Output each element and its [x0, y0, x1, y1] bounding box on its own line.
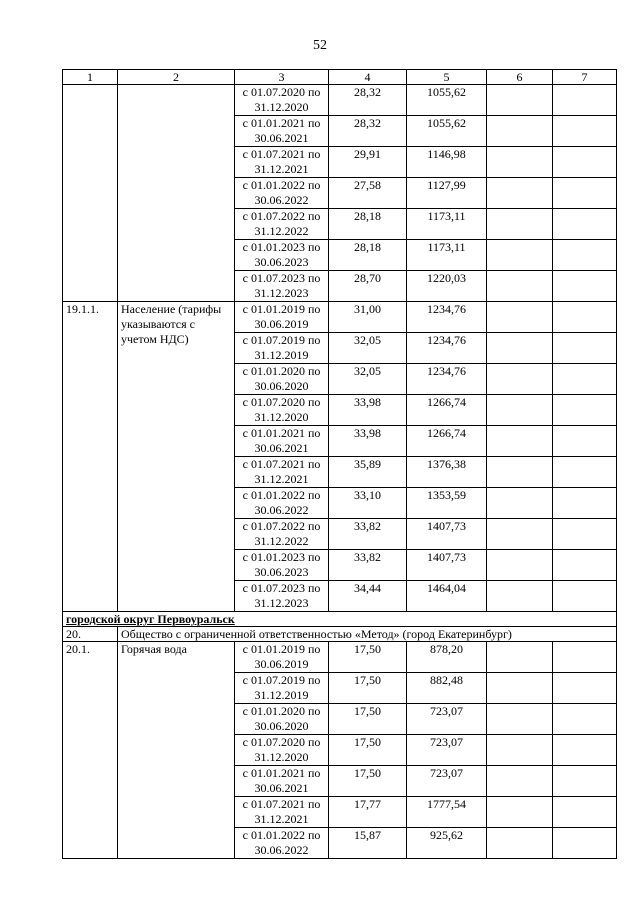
value-cell-5: 1173,11 — [407, 209, 487, 240]
period-cell: с 01.07.2019 по 31.12.2019 — [235, 333, 329, 364]
period-cell: с 01.01.2023 по 30.06.2023 — [235, 550, 329, 581]
value-cell-4: 17,77 — [329, 797, 407, 828]
empty-cell-6 — [487, 766, 553, 797]
value-cell-4: 32,05 — [329, 364, 407, 395]
empty-cell-7 — [553, 209, 617, 240]
empty-cell-6 — [487, 642, 553, 673]
header-cell: 4 — [329, 70, 407, 85]
organization-name-cell: Общество с ограниченной ответственностью «Метод» (город Екатеринбург) — [118, 627, 617, 642]
value-cell-4: 33,10 — [329, 488, 407, 519]
period-cell: с 01.07.2023 по 31.12.2023 — [235, 271, 329, 302]
empty-cell-7 — [553, 302, 617, 333]
value-cell-5: 1407,73 — [407, 550, 487, 581]
empty-cell-6 — [487, 395, 553, 426]
item-number-cell: 19.1.1. — [63, 302, 118, 612]
period-cell: с 01.01.2022 по 30.06.2022 — [235, 178, 329, 209]
value-cell-4: 28,32 — [329, 85, 407, 116]
empty-cell-6 — [487, 673, 553, 704]
empty-cell-6 — [487, 426, 553, 457]
empty-cell-6 — [487, 735, 553, 766]
value-cell-5: 1055,62 — [407, 85, 487, 116]
empty-cell-7 — [553, 550, 617, 581]
value-cell-5: 1407,73 — [407, 519, 487, 550]
period-cell: с 01.07.2022 по 31.12.2022 — [235, 209, 329, 240]
empty-cell-6 — [487, 550, 553, 581]
value-cell-5: 1055,62 — [407, 116, 487, 147]
organization-row — [63, 627, 617, 642]
empty-cell-6 — [487, 178, 553, 209]
empty-cell-6 — [487, 240, 553, 271]
period-cell: с 01.07.2021 по 31.12.2021 — [235, 147, 329, 178]
value-cell-4: 27,58 — [329, 178, 407, 209]
empty-cell-7 — [553, 642, 617, 673]
section-title-row — [63, 612, 617, 627]
period-cell: с 01.01.2019 по 30.06.2019 — [235, 302, 329, 333]
header-cell: 3 — [235, 70, 329, 85]
value-cell-5: 723,07 — [407, 735, 487, 766]
organization-number-cell: 20. — [63, 627, 118, 642]
value-cell-5: 878,20 — [407, 642, 487, 673]
value-cell-5: 723,07 — [407, 766, 487, 797]
period-cell: с 01.07.2022 по 31.12.2022 — [235, 519, 329, 550]
empty-cell-6 — [487, 797, 553, 828]
empty-cell-7 — [553, 240, 617, 271]
value-cell-5: 1376,38 — [407, 457, 487, 488]
period-cell: с 01.01.2021 по 30.06.2021 — [235, 116, 329, 147]
value-cell-5: 1220,03 — [407, 271, 487, 302]
empty-cell-6 — [487, 147, 553, 178]
value-cell-5: 1464,04 — [407, 581, 487, 612]
item-name-cell: Население (тарифы указываются с учетом НДС) — [118, 302, 235, 612]
value-cell-4: 31,00 — [329, 302, 407, 333]
empty-cell-7 — [553, 364, 617, 395]
value-cell-4: 34,44 — [329, 581, 407, 612]
value-cell-5: 1777,54 — [407, 797, 487, 828]
empty-cell-7 — [553, 147, 617, 178]
empty-cell-7 — [553, 178, 617, 209]
table-row — [63, 302, 617, 333]
empty-cell-6 — [487, 271, 553, 302]
value-cell-5: 1266,74 — [407, 395, 487, 426]
value-cell-4: 32,05 — [329, 333, 407, 364]
period-cell: с 01.07.2020 по 31.12.2020 — [235, 85, 329, 116]
empty-cell-7 — [553, 457, 617, 488]
empty-cell-7 — [553, 766, 617, 797]
value-cell-5: 1234,76 — [407, 364, 487, 395]
header-cell: 2 — [118, 70, 235, 85]
empty-cell-7 — [553, 116, 617, 147]
value-cell-4: 35,89 — [329, 457, 407, 488]
tariff-table — [62, 69, 617, 859]
period-cell: с 01.07.2023 по 31.12.2023 — [235, 581, 329, 612]
period-cell: с 01.01.2021 по 30.06.2021 — [235, 426, 329, 457]
value-cell-4: 15,87 — [329, 828, 407, 859]
empty-cell-7 — [553, 581, 617, 612]
period-cell: с 01.07.2021 по 31.12.2021 — [235, 457, 329, 488]
value-cell-4: 28,18 — [329, 209, 407, 240]
empty-cell-7 — [553, 488, 617, 519]
value-cell-5: 723,07 — [407, 704, 487, 735]
value-cell-5: 925,62 — [407, 828, 487, 859]
empty-cell-6 — [487, 828, 553, 859]
value-cell-5: 1146,98 — [407, 147, 487, 178]
period-cell: с 01.01.2022 по 30.06.2022 — [235, 828, 329, 859]
period-cell: с 01.07.2021 по 31.12.2021 — [235, 797, 329, 828]
item-number-cell — [63, 85, 118, 302]
empty-cell-7 — [553, 673, 617, 704]
period-cell: с 01.01.2019 по 30.06.2019 — [235, 642, 329, 673]
header-cell: 1 — [63, 70, 118, 85]
table-row — [63, 85, 617, 116]
period-cell: с 01.07.2020 по 31.12.2020 — [235, 735, 329, 766]
empty-cell-7 — [553, 271, 617, 302]
empty-cell-6 — [487, 364, 553, 395]
empty-cell-7 — [553, 797, 617, 828]
empty-cell-7 — [553, 828, 617, 859]
value-cell-4: 28,70 — [329, 271, 407, 302]
empty-cell-7 — [553, 333, 617, 364]
empty-cell-7 — [553, 704, 617, 735]
value-cell-4: 28,32 — [329, 116, 407, 147]
header-cell: 7 — [553, 70, 617, 85]
value-cell-4: 17,50 — [329, 704, 407, 735]
empty-cell-6 — [487, 488, 553, 519]
value-cell-5: 882,48 — [407, 673, 487, 704]
item-number-cell: 20.1. — [63, 642, 118, 859]
value-cell-4: 28,18 — [329, 240, 407, 271]
header-cell: 6 — [487, 70, 553, 85]
value-cell-4: 17,50 — [329, 642, 407, 673]
value-cell-4: 17,50 — [329, 673, 407, 704]
value-cell-5: 1127,99 — [407, 178, 487, 209]
value-cell-5: 1234,76 — [407, 333, 487, 364]
value-cell-4: 33,82 — [329, 519, 407, 550]
value-cell-4: 29,91 — [329, 147, 407, 178]
value-cell-5: 1173,11 — [407, 240, 487, 271]
empty-cell-7 — [553, 735, 617, 766]
empty-cell-6 — [487, 85, 553, 116]
empty-cell-7 — [553, 395, 617, 426]
empty-cell-6 — [487, 302, 553, 333]
value-cell-4: 17,50 — [329, 766, 407, 797]
empty-cell-6 — [487, 704, 553, 735]
empty-cell-7 — [553, 85, 617, 116]
period-cell: с 01.01.2021 по 30.06.2021 — [235, 766, 329, 797]
empty-cell-7 — [553, 426, 617, 457]
value-cell-4: 33,98 — [329, 395, 407, 426]
empty-cell-6 — [487, 209, 553, 240]
period-cell: с 01.01.2020 по 30.06.2020 — [235, 364, 329, 395]
item-name-cell: Горячая вода — [118, 642, 235, 859]
empty-cell-6 — [487, 457, 553, 488]
empty-cell-6 — [487, 116, 553, 147]
period-cell: с 01.07.2020 по 31.12.2020 — [235, 395, 329, 426]
empty-cell-6 — [487, 519, 553, 550]
period-cell: с 01.01.2020 по 30.06.2020 — [235, 704, 329, 735]
value-cell-5: 1353,59 — [407, 488, 487, 519]
header-row — [63, 70, 617, 85]
value-cell-4: 33,82 — [329, 550, 407, 581]
page-number: 52 — [313, 38, 327, 53]
item-name-cell — [118, 85, 235, 302]
empty-cell-7 — [553, 519, 617, 550]
period-cell: с 01.01.2022 по 30.06.2022 — [235, 488, 329, 519]
empty-cell-6 — [487, 333, 553, 364]
empty-cell-6 — [487, 581, 553, 612]
period-cell: с 01.01.2023 по 30.06.2023 — [235, 240, 329, 271]
period-cell: с 01.07.2019 по 31.12.2019 — [235, 673, 329, 704]
table-row — [63, 642, 617, 673]
value-cell-5: 1266,74 — [407, 426, 487, 457]
value-cell-4: 17,50 — [329, 735, 407, 766]
header-cell: 5 — [407, 70, 487, 85]
section-title: городской округ Первоуральск — [63, 612, 617, 627]
value-cell-5: 1234,76 — [407, 302, 487, 333]
value-cell-4: 33,98 — [329, 426, 407, 457]
